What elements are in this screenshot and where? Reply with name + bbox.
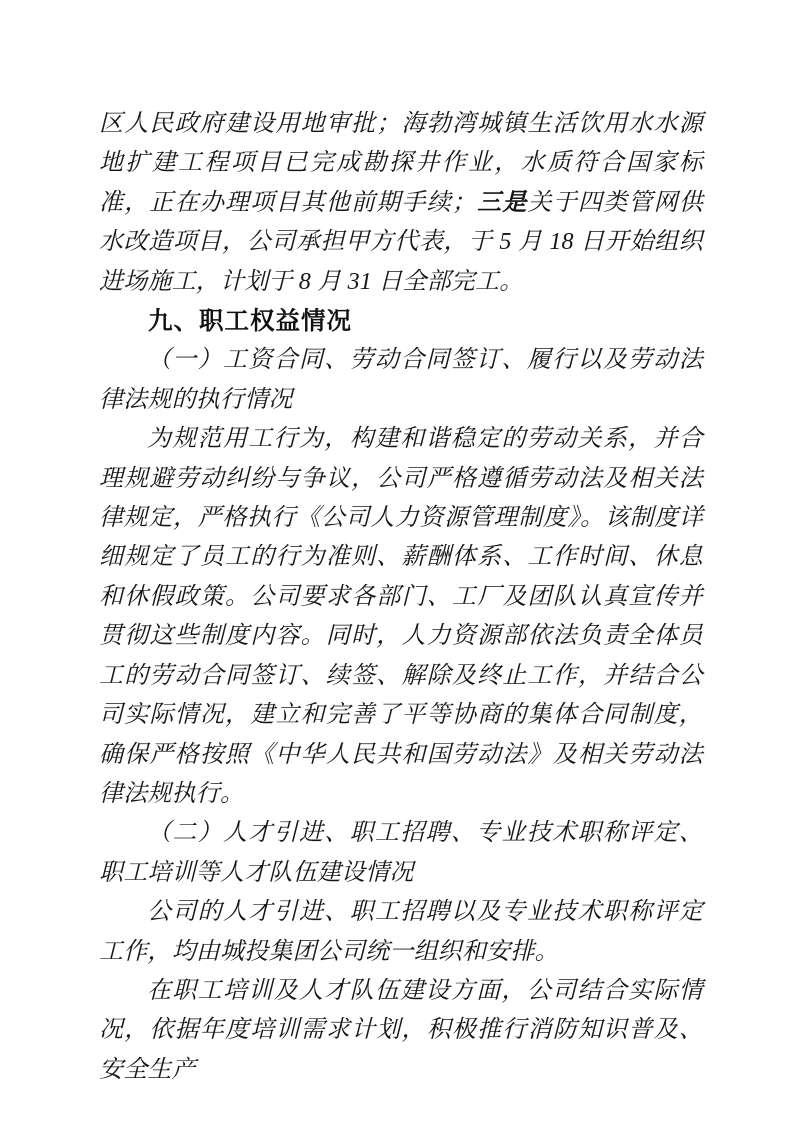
section-heading-employee-rights: 九、职工权益情况 — [148, 308, 352, 336]
page-content — [99, 105, 703, 1090]
paragraph-text-before-bold: 区人民政府建设用地审批；海勃湾城镇生活饮用水水源地扩建工程项目已完成勘探井作业，水质符合国家标准，正在办理项目其他前期手续； — [99, 111, 703, 216]
bold-run-third-item: 三是 — [476, 189, 528, 216]
paragraph-text-after-bold: 关于四类管网供水改造项目，公司承担甲方代表，于 5 月 18 日开始组织进场施工，计划于 8 月 31 日全部完工。 — [99, 189, 704, 295]
subsection-2-body-training: 在职工培训及人才队伍建设方面，公司结合实际情况，依据年度培训需求计划，积极推行消防知识普及、安全生产 — [99, 977, 703, 1083]
subsection-1-title: （一）工资合同、劳动合同签订、履行以及劳动法律法规的执行情况 — [99, 347, 703, 413]
subsection-2-body-recruitment: 公司的人才引进、职工招聘以及专业技术职称评定工作，均由城投集团公司统一组织和安排。 — [99, 899, 703, 965]
subsection-1-body: 为规范用工行为，构建和谐稳定的劳动关系，并合理规避劳动纠纷与争议，公司严格遵循劳动法及相关法律规定，严格执行《公司人力资源管理制度》。该制度详细规定了员工的行为准则、薪酬体系、工作时间、休息和休假政策。公司要求各部门、工厂及团队认真宣传并贯彻这些制度内容。同时，人力资源部依法负责全体员工的劳动合同签订、续签、解除及终止工作，并结合公司实际情况，建立和完善了平等协商的集体合同制度，确保严格按照《中华人民共和国劳动法》及相关劳动法律法规执行。 — [99, 426, 703, 807]
paragraph-water-supply-projects — [99, 105, 703, 302]
subsection-2-title: （二）人才引进、职工招聘、专业技术职称评定、职工培训等人才队伍建设情况 — [99, 820, 703, 886]
